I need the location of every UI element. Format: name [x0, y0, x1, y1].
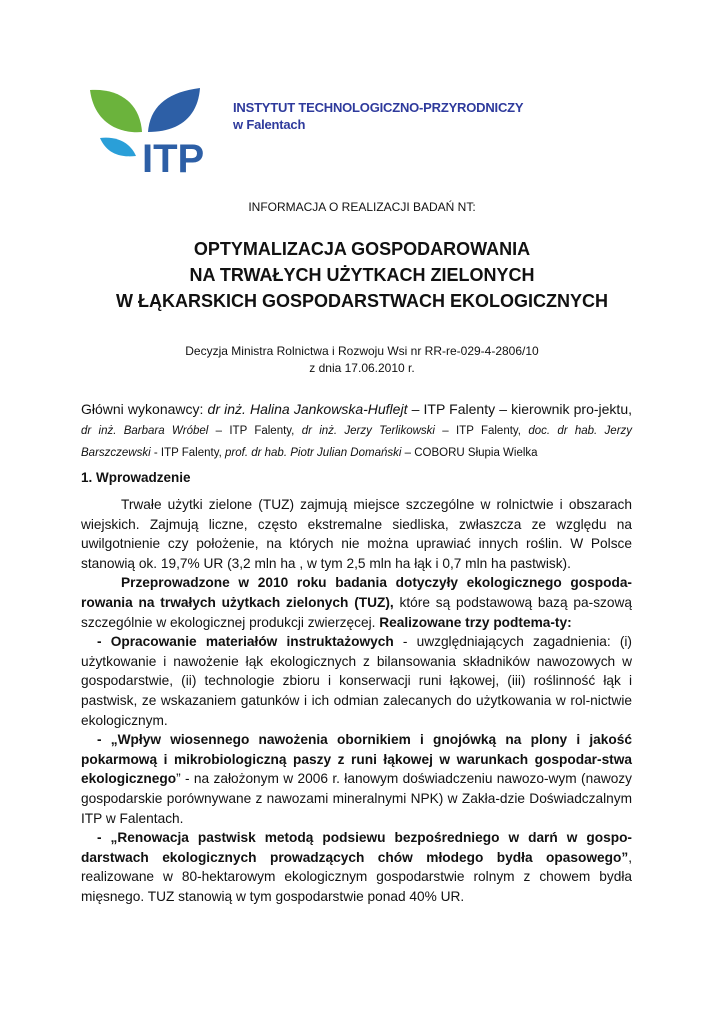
itp-logo [88, 86, 216, 176]
author-3: dr inż. Jerzy Terlikowski [301, 425, 435, 437]
logo-leaf-cyan [100, 138, 136, 157]
bullet-2-text: ” - na założonym w 2006 r. łanowym doświadczeniu nawozo-wym (nawozy gospodarskie porównywane z nawozami mineralnymi NPK) w Zakła-dzie Doświadczalnym ITP w Falentach. [81, 771, 632, 826]
title-line-2: NA TRWAŁYCH UŻYTKACH ZIELONYCH [189, 265, 535, 285]
authors-paragraph [81, 399, 632, 463]
logo-text: ITP [142, 137, 205, 176]
bullet-2-bold: - „Wpływ wiosennego nawożenia obornikiem i gnojówką na plony i jakość pokarmową i mikrobiologiczną paszy z runi łąkowej w warunkach gospodar-stwa ekologicznego [81, 732, 632, 787]
bullet-2 [81, 730, 632, 828]
main-author: dr inż. Halina Jankowska-Huflejt [207, 401, 408, 417]
paragraph-2-text: które są podstawową bazą pa-szową szczególnie w ekologicznej produkcji zwierzęcej. [81, 594, 632, 630]
paragraph-2-bold: Przeprowadzone w 2010 roku badania dotyczyły ekologicznego gospoda-rowania na trwałych użytkach zielonych (TUZ), [81, 575, 632, 610]
author-4: doc. dr hab. Jerzy Barszczewski [81, 425, 633, 459]
author-2: dr inż. Barbara Wróbel [81, 425, 209, 437]
section-body [81, 495, 632, 906]
main-author-affiliation: – ITP Falenty – kierownik pro-jektu, [407, 401, 632, 417]
bullet-1-bold: - Opracowanie materiałów instruktażowych [97, 634, 394, 650]
author-4-affiliation: - ITP Falenty, [150, 447, 226, 459]
paragraph-1: Trwałe użytki zielone (TUZ) zajmują miejsce szczególne w rolnictwie i obszarach wiejskich. Zajmują liczne, często ekstremalne siedliska, zwłaszcza ze względu na uwilgotnienie czy położenie, na których nie można uprawiać innych roślin. W Polsce stanowią ok. 19,7% UR (3,2 mln ha , w tym 2,5 mln ha łąk i 0,7 mln ha pastwisk). [81, 497, 632, 571]
title-line-3: W ŁĄKARSKICH GOSPODARSTWACH EKOLOGICZNYCH [116, 291, 608, 311]
decision-line-1: Decyzja Ministra Rolnictwa i Rozwoju Wsi nr RR-re-029-4-2806/10 [185, 344, 539, 358]
paragraph-2-bold-2: Realizowane trzy podtema-ty: [379, 614, 572, 630]
paragraph-2 [81, 573, 632, 632]
author-3-affiliation: – ITP Falenty, [434, 425, 529, 437]
decision-reference [0, 343, 724, 377]
decision-line-2: z dnia 17.06.2010 r. [309, 361, 415, 375]
logo-leaf-blue [148, 88, 200, 132]
section-heading: 1. Wprowadzenie [81, 470, 191, 485]
institute-line-1: INSTYTUT TECHNOLOGICZNO-PRZYRODNICZY [233, 100, 524, 115]
author-5: prof. dr hab. Piotr Julian Domański [225, 447, 402, 459]
bullet-3-bold: - „Renowacja pastwisk metodą podsiewu bezpośredniego w darń w gospo-darstwach ekologicznych prowadzących chów młodego bydła opasowego” [81, 830, 632, 865]
authors-label: Główni wykonawcy: [81, 401, 208, 417]
author-2-affiliation: – ITP Falenty, [208, 425, 302, 437]
bullet-1-text: - uwzględniających zagadnienia: (i) użytkowanie i nawożenie łąk ekologicznych z bilansowania składników nawozowych w gospodarstwie, (ii) technologie zbioru i konserwacji runi łąkowej, (iii) roślinność łąk i pastwisk, ze wskazaniem gatunków i ich odmian zalecanych do użytkowania w rol-nictwie ekologicznym. [81, 634, 632, 728]
institute-line-2: w Falentach [233, 117, 306, 132]
institute-name [233, 99, 523, 133]
bullet-1 [81, 632, 632, 730]
title-line-1: OPTYMALIZACJA GOSPODAROWANIA [193, 239, 531, 259]
author-5-affiliation: – COBORU Słupia Wielka [401, 447, 538, 459]
logo-leaf-green [90, 90, 142, 132]
info-line: INFORMACJA O REALIZACJI BADAŃ NT: [248, 200, 476, 214]
document-title [0, 236, 724, 314]
bullet-3-text: , realizowane w 80-hektarowym ekologicznym gospodarstwie rolnym z chowem bydła mięsnego. TUZ stanowią w tym gospodarstwie ponad 40% UR. [81, 849, 632, 904]
bullet-3 [81, 828, 632, 906]
